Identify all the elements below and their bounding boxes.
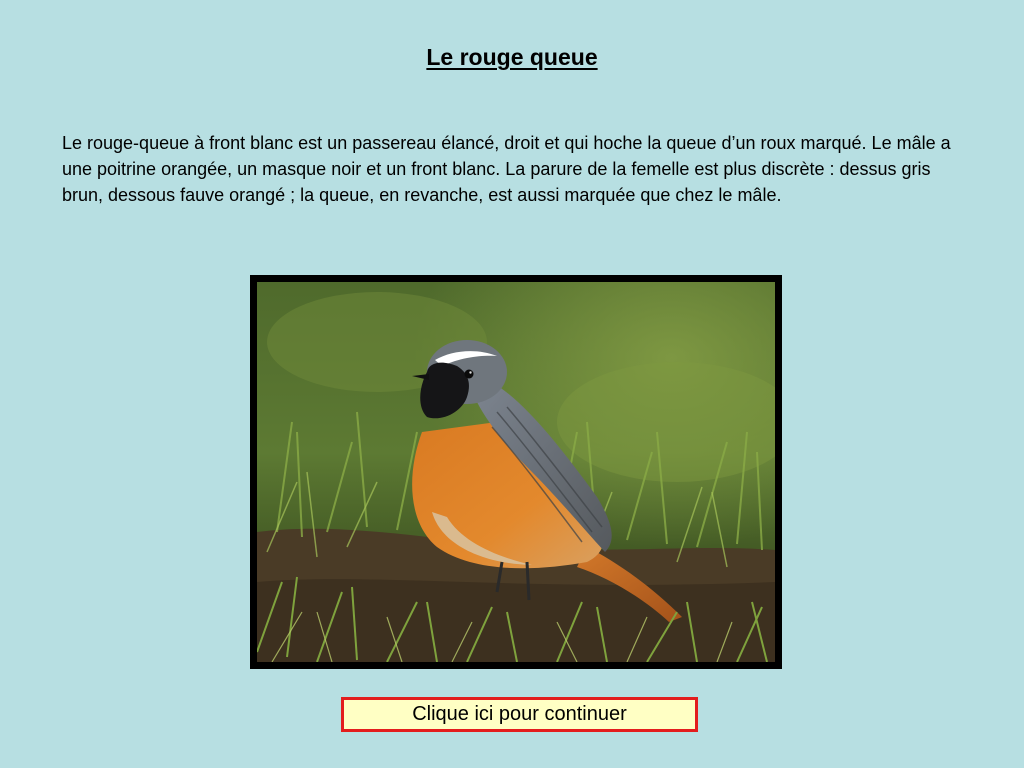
bird-photo bbox=[257, 282, 775, 662]
continue-button[interactable]: Clique ici pour continuer bbox=[341, 697, 698, 732]
page-title: Le rouge queue bbox=[426, 44, 598, 70]
description-paragraph: Le rouge-queue à front blanc est un passereau élancé, droit et qui hoche la queue d’un roux marqué. Le mâle a une poitrine orangée, un masque noir et un front blanc. La parure de la femelle est plus discrète : dessus gris brun, dessous fauve orangé ; la queue, en revanche, est aussi marquée que chez le mâle. bbox=[62, 133, 951, 205]
photo-frame bbox=[250, 275, 782, 669]
